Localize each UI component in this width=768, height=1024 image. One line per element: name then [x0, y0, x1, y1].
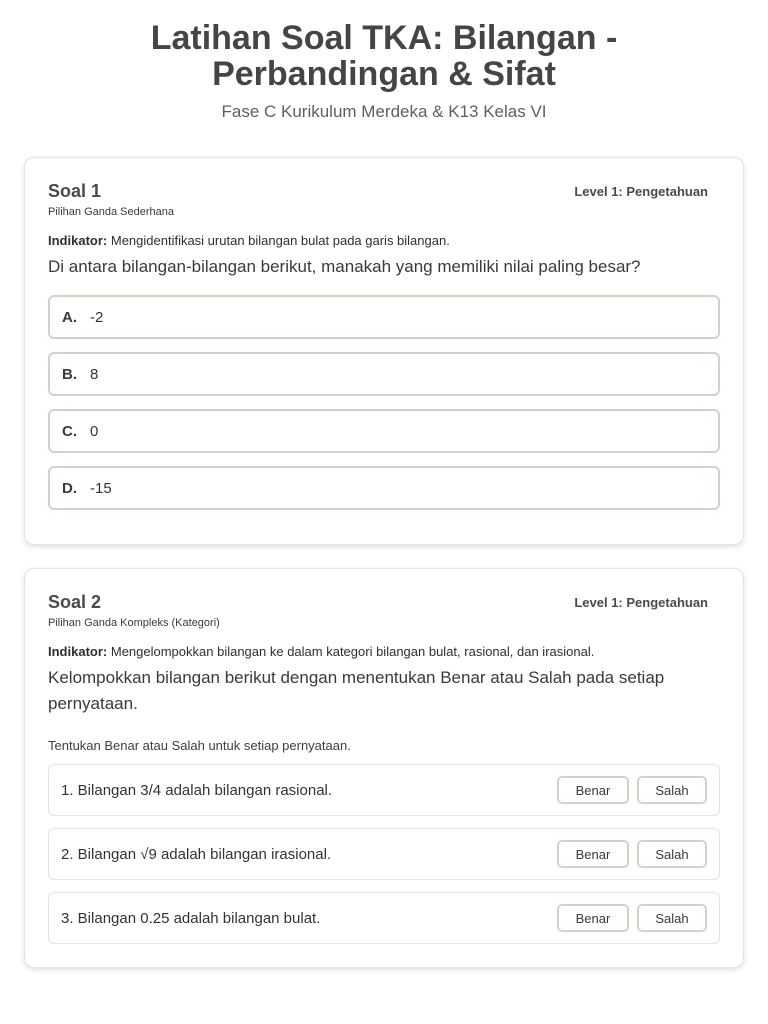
question-card-1 [24, 157, 744, 545]
option-letter: A. [62, 308, 77, 326]
salah-button[interactable]: Salah [637, 840, 707, 868]
question-header [48, 180, 720, 218]
question-number: Soal 2 [48, 592, 102, 612]
option-letter: B. [62, 365, 77, 383]
true-false-group [557, 904, 707, 932]
question-type: Pilihan Ganda Sederhana [48, 206, 174, 218]
question-level: Level 1: Pengetahuan [574, 595, 708, 610]
true-false-group [557, 776, 707, 804]
statement-row-2 [48, 828, 720, 880]
option-letter: D. [62, 479, 77, 497]
benar-button[interactable]: Benar [557, 840, 629, 868]
option-letter: C. [62, 422, 77, 440]
question-text: Di antara bilangan-bilangan berikut, manakah yang memiliki nilai paling besar? [48, 257, 641, 276]
question-number: Soal 1 [48, 181, 102, 201]
question-header [48, 591, 720, 629]
option-d[interactable] [48, 466, 720, 510]
question-type: Pilihan Ganda Kompleks (Kategori) [48, 617, 220, 629]
question-card-2 [24, 568, 744, 968]
indicator-text: Mengelompokkan bilangan ke dalam kategori bilangan bulat, rasional, dan irasional. [110, 644, 595, 659]
indicator-text: Mengidentifikasi urutan bilangan bulat pada garis bilangan. [110, 233, 450, 248]
option-text: -15 [90, 479, 112, 497]
option-c[interactable] [48, 409, 720, 453]
option-a[interactable] [48, 295, 720, 339]
salah-button[interactable]: Salah [637, 776, 707, 804]
instruction-text: Tentukan Benar atau Salah untuk setiap pernyataan. [48, 738, 351, 753]
indicator-label: Indikator: [48, 644, 108, 659]
statement-text: 2. Bilangan √9 adalah bilangan irasional. [61, 845, 332, 863]
true-false-group [557, 840, 707, 868]
option-text: 8 [90, 365, 99, 383]
page-header [0, 0, 768, 122]
indicator-label: Indikator: [48, 233, 108, 248]
statement-row-3 [48, 892, 720, 944]
benar-button[interactable]: Benar [557, 776, 629, 804]
question-text: Kelompokkan bilangan berikut dengan menentukan Benar atau Salah pada setiap pernyataan. [48, 668, 665, 713]
salah-button[interactable]: Salah [637, 904, 707, 932]
page-subtitle: Fase C Kurikulum Merdeka & K13 Kelas VI [221, 102, 547, 121]
statement-row-1 [48, 764, 720, 816]
option-b[interactable] [48, 352, 720, 396]
question-level: Level 1: Pengetahuan [574, 184, 708, 199]
indicator [48, 233, 720, 248]
page-title: Latihan Soal TKA: Bilangan - Perbandingan & Sifat [150, 19, 618, 93]
statements-list [48, 764, 720, 944]
options-list [48, 295, 720, 510]
statement-text: 1. Bilangan 3/4 adalah bilangan rasional. [61, 781, 333, 799]
statement-text: 3. Bilangan 0.25 adalah bilangan bulat. [61, 909, 321, 927]
option-text: -2 [90, 308, 104, 326]
benar-button[interactable]: Benar [557, 904, 629, 932]
option-text: 0 [90, 422, 99, 440]
indicator [48, 644, 720, 659]
